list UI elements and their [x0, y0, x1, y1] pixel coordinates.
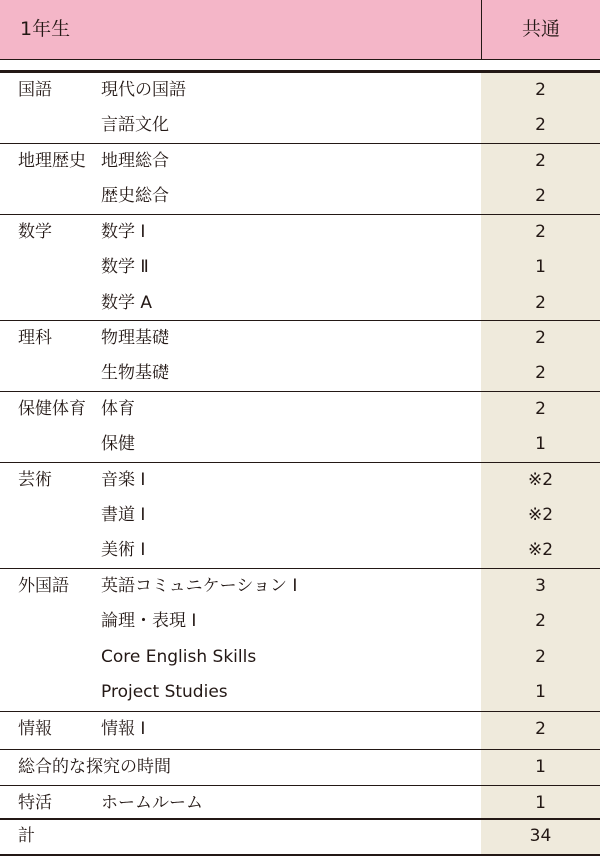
subject-cell: 数学 A — [101, 293, 153, 313]
category-cell: 総合的な探究の時間 — [18, 757, 171, 777]
subject-cell: 書道 Ⅰ — [101, 505, 146, 525]
row-separator — [0, 711, 600, 712]
subject-cell: 言語文化 — [101, 115, 169, 135]
subject-cell: 美術 Ⅰ — [101, 540, 146, 560]
credits-cell: 1 — [535, 757, 546, 777]
table-row — [0, 250, 600, 285]
credits-cell: 2 — [535, 80, 546, 100]
category-cell: 国語 — [18, 80, 52, 100]
credits-cell: ※2 — [527, 470, 554, 490]
row-separator — [0, 320, 600, 321]
credits-cell: 34 — [529, 826, 552, 846]
table-row — [0, 427, 600, 462]
category-cell: 外国語 — [18, 576, 69, 596]
credits-cell: 2 — [535, 186, 546, 206]
category-cell: 保健体育 — [18, 399, 86, 419]
subject-cell: 生物基礎 — [101, 363, 169, 383]
credits-cell: 2 — [535, 399, 546, 419]
row-separator — [0, 749, 600, 750]
subject-cell: 地理総合 — [101, 151, 169, 171]
category-cell: 数学 — [18, 222, 52, 242]
credits-cell: 1 — [535, 434, 546, 454]
row-separator — [0, 391, 600, 392]
subject-cell: Project Studies — [101, 682, 228, 702]
table-row — [0, 569, 600, 604]
category-cell: 特活 — [18, 793, 52, 813]
table-row — [0, 215, 600, 250]
row-separator — [0, 854, 600, 856]
table-row — [0, 321, 600, 356]
credits-cell: 2 — [535, 222, 546, 242]
table-row — [0, 604, 600, 639]
credits-cell: 2 — [535, 115, 546, 135]
row-separator — [0, 568, 600, 569]
table-row — [0, 108, 600, 143]
subject-cell: 体育 — [101, 399, 135, 419]
category-cell: 計 — [18, 826, 35, 846]
credits-cell: 2 — [535, 363, 546, 383]
subject-cell: 英語コミュニケーション Ⅰ — [101, 576, 298, 596]
row-separator — [0, 785, 600, 786]
credits-cell: 2 — [535, 151, 546, 171]
table-row — [0, 144, 600, 179]
credits-cell: 1 — [535, 682, 546, 702]
subject-cell: 保健 — [101, 434, 135, 454]
credits-cell: 2 — [535, 647, 546, 667]
row-separator — [0, 143, 600, 144]
category-cell: 地理歴史 — [18, 151, 86, 171]
credits-cell: 2 — [535, 328, 546, 348]
credits-cell: 2 — [535, 719, 546, 739]
subject-cell: ホームルーム — [101, 793, 203, 813]
row-separator — [0, 214, 600, 215]
category-cell: 芸術 — [18, 470, 52, 490]
credits-cell: 1 — [535, 793, 546, 813]
subject-cell: 数学 Ⅱ — [101, 257, 149, 277]
credits-cell: 2 — [535, 611, 546, 631]
table-row — [0, 498, 600, 533]
credits-cell: ※2 — [527, 505, 554, 525]
table-row — [0, 819, 600, 854]
table-row — [0, 73, 600, 108]
subject-cell: Core English Skills — [101, 647, 257, 667]
table-row — [0, 392, 600, 427]
credits-cell: 1 — [535, 257, 546, 277]
subject-cell: 論理・表現 Ⅰ — [101, 611, 197, 631]
grade-label: 1年生 — [20, 18, 71, 40]
common-column-header: 共通 — [521, 18, 560, 40]
table-row — [0, 356, 600, 391]
table-row — [0, 750, 600, 785]
table-row — [0, 786, 600, 821]
table-row — [0, 463, 600, 498]
subject-cell: 歴史総合 — [101, 186, 169, 206]
row-separator — [0, 818, 600, 820]
category-cell: 理科 — [18, 328, 52, 348]
table-row — [0, 286, 600, 321]
table-row — [0, 640, 600, 675]
table-row — [0, 533, 600, 568]
category-cell: 情報 — [18, 719, 52, 739]
credits-cell: 2 — [535, 293, 546, 313]
table-row — [0, 179, 600, 214]
table-row — [0, 675, 600, 710]
row-separator — [0, 462, 600, 463]
subject-cell: 現代の国語 — [101, 80, 186, 100]
subject-cell: 数学 Ⅰ — [101, 222, 146, 242]
subject-cell: 物理基礎 — [101, 328, 169, 348]
credits-cell: 3 — [535, 576, 546, 596]
table-header — [0, 0, 600, 60]
subject-cell: 情報 Ⅰ — [101, 719, 146, 739]
table-row — [0, 712, 600, 747]
credits-cell: ※2 — [527, 540, 554, 560]
subject-cell: 音楽 Ⅰ — [101, 470, 146, 490]
